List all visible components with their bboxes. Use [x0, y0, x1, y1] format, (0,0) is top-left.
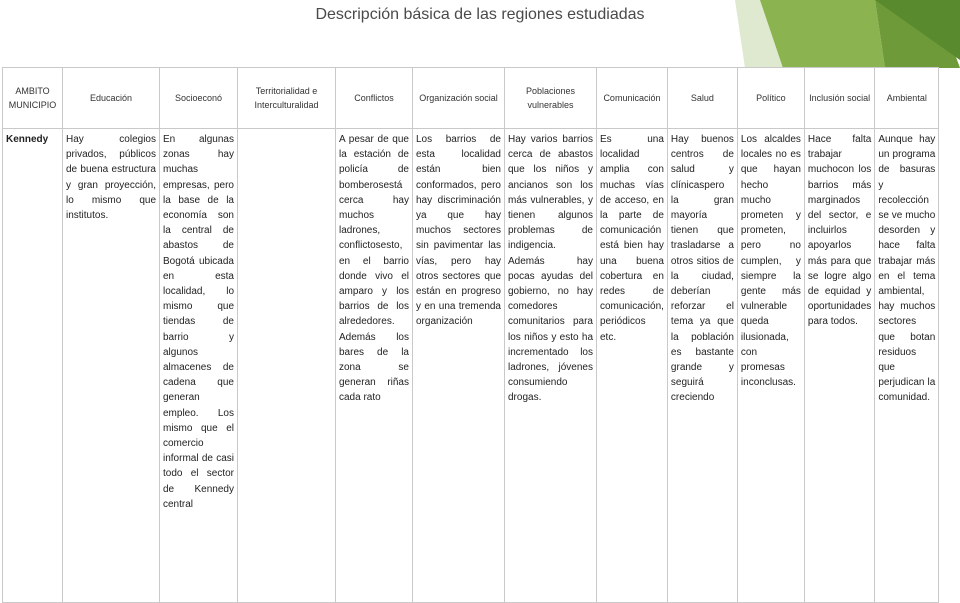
- header-politico: Político: [737, 68, 804, 129]
- cell-organizacion-social: Los barrios de esta localidad están bien conformados, pero hay discriminación ya que hay muchos sectores sin pavimentar las vías, pero hay otros sectores que están en progreso y en una tremenda organización: [413, 129, 505, 603]
- table-row: [3, 129, 939, 603]
- cell-poblaciones-vulnerables: Hay varios barrios cerca de abastos que los niños y ancianos son los más vulnerables, y tienen algunos problemas de indigencia. Además hay pocas ayudas del gobierno, no hay comedores comunitarios para los niños y esto ha incrementado los ladrones, jóvenes consumiendo drogas.: [505, 129, 597, 603]
- cell-salud: Hay buenos centros de salud y clínicaspero la gran mayoría tienen que trasladarse a otros sitios de la ciudad, deberían reforzar el tema ya que la población es bastante grande y seguirá creciendo: [667, 129, 737, 603]
- cell-conflictos: A pesar de que la estación de policía de bomberosestá cerca hay muchos ladrones, conflictosesto, en el barrio donde vivo el amparo y los barrios de los alrededores. Además los bares de la zona se generan riñas cada rato: [336, 129, 413, 603]
- header-ambito: AMBITO MUNICIPIO: [3, 68, 63, 129]
- cell-socioeconomico: En algunas zonas hay muchas empresas, pero la base de la economía son la central de abastos de Bogotá ubicada en esta localidad, lo mismo que tiendas de barrio y algunos almacenes de cadena que generan empleo. Los mismo que el comercio informal de casi todo el sector de Kennedy central: [160, 129, 238, 603]
- regions-table: [2, 67, 939, 603]
- cell-educacion: Hay colegios privados, públicos de buena estructura y gran proyección, lo mismo que institutos.: [63, 129, 160, 603]
- header-educacion: Educación: [63, 68, 160, 129]
- cell-comunicacion: Es una localidad amplia con muchas vías de acceso, en la parte de comunicación está bien hay una buena cobertura en redes de comunicación, periódicos etc.: [597, 129, 668, 603]
- header-comunicacion: Comunicación: [597, 68, 668, 129]
- header-conflictos: Conflictos: [336, 68, 413, 129]
- cell-territorialidad: [238, 129, 336, 603]
- header-poblaciones-vulnerables: Poblaciones vulnerables: [505, 68, 597, 129]
- header-organizacion-social: Organización social: [413, 68, 505, 129]
- cell-politico: Los alcaldes locales no es que hayan hecho mucho prometen y prometen, pero no cumplen, y siempre la gente más vulnerable queda ilusionada, con promesas inconclusas.: [737, 129, 804, 603]
- row-label-kennedy: Kennedy: [3, 129, 63, 603]
- header-inclusion-social: Inclusión social: [804, 68, 874, 129]
- slide-title: Descripción básica de las regiones estudiadas: [315, 6, 645, 23]
- header-ambiental: Ambiental: [875, 68, 939, 129]
- header-row: [3, 68, 939, 129]
- header-salud: Salud: [667, 68, 737, 129]
- cell-inclusion-social: Hace falta trabajar muchocon los barrios más marginados del sector, e incluirlos apoyarlos más para que se logre algo de equidad y oportunidades para todos.: [804, 129, 874, 603]
- header-socioeconomico: Socioeconó: [160, 68, 238, 129]
- cell-ambiental: Aunque hay un programa de basuras y recolección se ve mucho desorden y hace falta trabajar más en el tema ambiental, hay muchos sectores que botan residuos que perjudican la comunidad.: [875, 129, 939, 603]
- header-territorialidad: Territorialidad e Interculturalidad: [238, 68, 336, 129]
- decorative-corner-shape: [735, 0, 960, 68]
